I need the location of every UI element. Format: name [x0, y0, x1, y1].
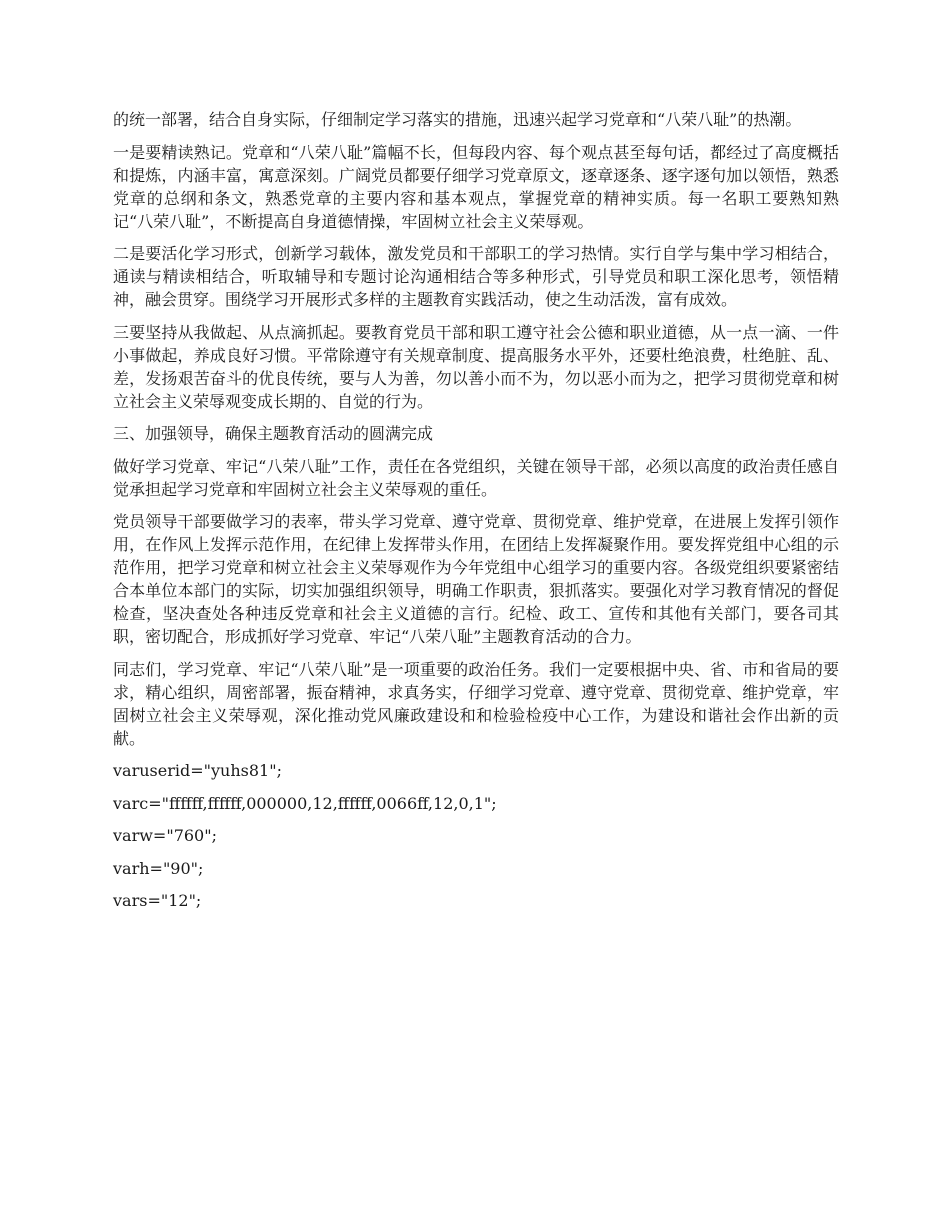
paragraph-responsibility: 做好学习党章、牢记“八荣八耻”工作，责任在各党组织，关键在领导干部，必须以高度的政治责任感自觉承担起学习党章和牢固树立社会主义荣辱观的重任。: [113, 456, 839, 499]
paragraph-study-forms: 二是要活化学习形式，创新学习载体，激发党员和干部职工的学习热情。实行自学与集中学习相结合，通读与精读相结合，听取辅导和专题讨论沟通相结合等多种形式，引导党员和职工深化思考，领悟精神，融会贯穿。围绕学习开展形式多样的主题教育实践活动，使之生动活泼，富有成效。: [113, 244, 839, 309]
section-heading: 三、加强领导，确保主题教育活动的圆满完成: [113, 424, 434, 443]
paragraph-leadership: 党员领导干部要做学习的表率，带头学习党章、遵守党章、贯彻党章、维护党章，在进展上发挥引领作用，在作风上发挥示范作用，在纪律上发挥带头作用，在团结上发挥凝聚作用。要发挥党组中心组的示范作用，把学习党章和树立社会主义荣辱观作为今年党组中心组学习的重要内容。各级党组织要紧密结合本单位本部门的实际，切实加强组织领导，明确工作职责，狠抓落实。要强化对学习教育情况的督促检查，坚决查处各种违反党章和社会主义道德的言行。纪检、政工、宣传和其他有关部门，要各司其职，密切配合，形成抓好学习党章、牢记“八荣八耻”主题教育活动的合力。: [113, 512, 839, 646]
code-line-height: varh="90";: [113, 858, 204, 878]
document-body: [113, 108, 839, 922]
code-line-userid: varuserid="yuhs81";: [113, 761, 282, 780]
code-line-size: vars="12";: [113, 891, 202, 910]
paragraph-read-memorize: 一是要精读熟记。党章和“八荣八耻”篇幅不长，但每段内容、每个观点甚至每句话，都经过了高度概括和提炼，内涵丰富，寓意深刻。广阔党员都要仔细学习党章原文，逐章逐条、逐字逐句加以领悟，熟悉党章的总纲和条文，熟悉党章的主要内容和基本观点，掌握党章的精神实质。每一名职工要熟知熟记“八荣八耻”，不断提高自身道德情操，牢固树立社会主义荣辱观。: [113, 142, 839, 231]
paragraph-conclusion: 同志们，学习党章、牢记“八荣八耻”是一项重要的政治任务。我们一定要根据中央、省、市和省局的要求，精心组织，周密部署，振奋精神，求真务实，仔细学习党章、遵守党章、贯彻党章、维护党章，牢固树立社会主义荣辱观，深化推动党风廉政建设和和检验检疫中心工作，为建设和谐社会作出新的贡献。: [113, 659, 839, 748]
code-line-width: varw="760";: [113, 826, 217, 845]
paragraph-start-from-self: 三要坚持从我做起、从点滴抓起。要教育党员干部和职工遵守社会公德和职业道德，从一点一滴、一件小事做起，养成良好习惯。平常除遵守有关规章制度、提高服务水平外，还要杜绝浪费，杜绝脏、乱、差，发扬艰苦奋斗的优良传统，要与人为善，勿以善小而不为，勿以恶小而为之，把学习贯彻党章和树立社会主义荣辱观变成长期的、自觉的行为。: [113, 322, 839, 411]
code-line-colors: varc="ffffff,ffffff,000000,12,ffffff,0066ff,12,0,1";: [113, 793, 497, 813]
paragraph-intro: 的统一部署，结合自身实际，仔细制定学习落实的措施，迅速兴起学习党章和“八荣八耻”的热潮。: [113, 110, 802, 129]
